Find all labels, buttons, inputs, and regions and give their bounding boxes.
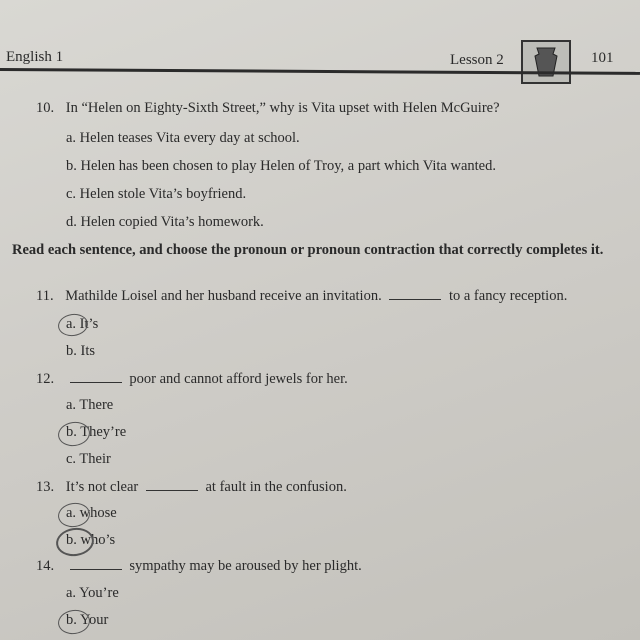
instructions: Read each sentence, and choose the pronoun or pronoun contraction that correctly completes it. (12, 242, 604, 258)
option-12a: a. There (66, 397, 114, 413)
question-number: 14. (36, 558, 55, 574)
option-11b: b. Its (66, 343, 95, 359)
option-10c: c. Helen stole Vita’s boyfriend. (66, 186, 247, 202)
option-12c: c. Their (66, 451, 111, 467)
question-text-after: sympathy may be aroused by her plight. (129, 558, 362, 574)
question-number: 10. (36, 100, 55, 116)
question-text-after: poor and cannot afford jewels for her. (129, 371, 348, 387)
pencil-circle-mark (54, 525, 96, 558)
question-text-before: It’s not clear (65, 479, 139, 495)
question-13 (36, 479, 347, 496)
option-10d: d. Helen copied Vita’s homework. (66, 214, 264, 230)
question-14 (36, 558, 362, 575)
question-text-after: to a fancy reception. (448, 288, 568, 304)
question-11 (36, 288, 567, 305)
option-14b: b. Your (66, 612, 109, 628)
answer-blank (70, 382, 122, 383)
answer-blank (146, 490, 198, 491)
page-number: 101 (591, 50, 614, 66)
question-number: 11. (36, 288, 54, 304)
keystone-logo-icon (521, 40, 571, 84)
option-10a: a. Helen teases Vita every day at school. (66, 130, 300, 146)
option-12b: b. They’re (66, 424, 127, 440)
question-text: In “Helen on Eighty-Sixth Street,” why is Vita upset with Helen McGuire? (65, 100, 500, 116)
question-text-before: Mathilde Loisel and her husband receive an invitation. (65, 288, 382, 304)
question-10 (36, 100, 500, 117)
question-number: 12. (36, 371, 55, 387)
option-10b: b. Helen has been chosen to play Helen of Troy, a part which Vita wanted. (66, 158, 496, 174)
question-number: 13. (36, 479, 55, 495)
option-11a: a. It’s (66, 316, 99, 332)
option-13b: b. who’s (66, 532, 116, 548)
answer-blank (70, 569, 122, 570)
lesson-label: Lesson 2 (450, 52, 504, 68)
option-13a: a. whose (66, 505, 117, 521)
question-12 (36, 371, 348, 388)
answer-blank (389, 299, 441, 300)
option-14a: a. You’re (66, 585, 119, 601)
question-text-after: at fault in the confusion. (205, 479, 347, 495)
course-title: English 1 (6, 49, 64, 65)
